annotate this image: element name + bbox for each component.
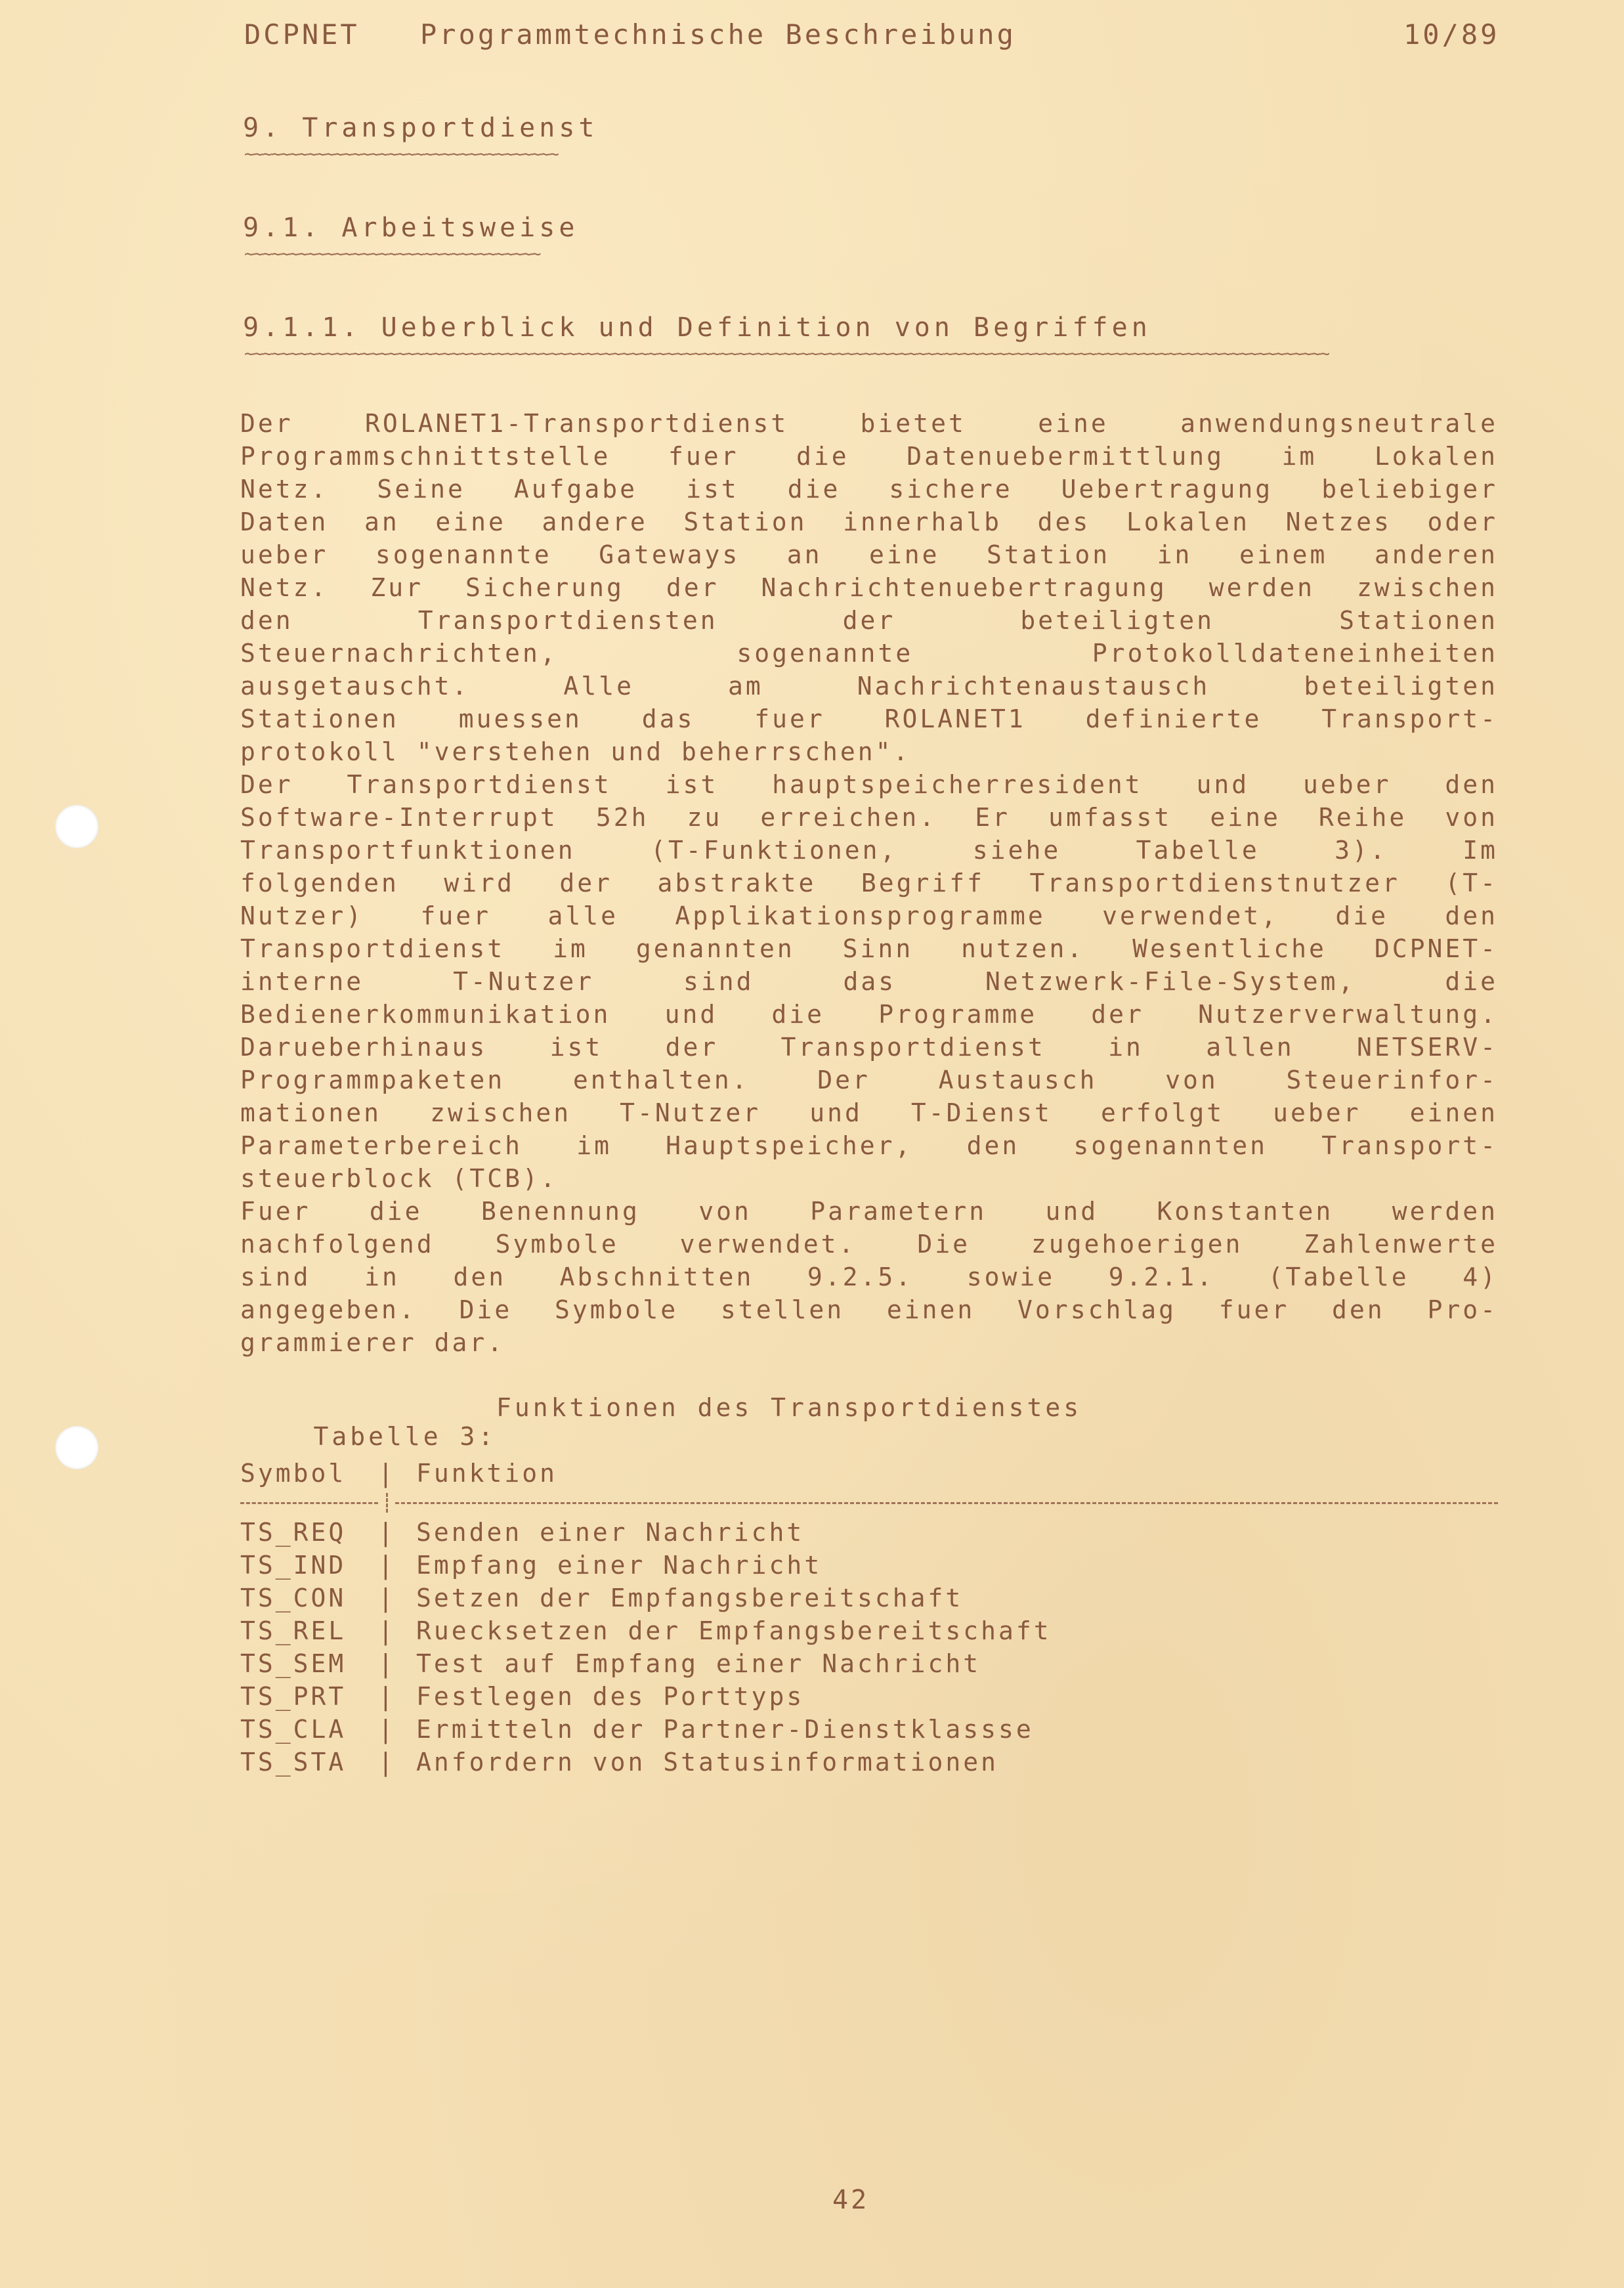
heading-underline: ~~~~~~~~~~~~~~~~~~~~~~~~~~~~~~~~~~~~~~~~~~~~~~~~~~~~~~~~~~~~~~~~~~~~~~~~~~~~~~~~~~~~~~~~~~~~~~~~~~~~~~~~~~~~~~~~~~~~~~~~~ — [244, 344, 1329, 364]
header-center: Programmtechnische Beschreibung — [420, 18, 1016, 51]
table-cell-function: Ermitteln der Partner-Dienstklassse — [416, 1715, 1034, 1744]
column-separator: | — [378, 1459, 396, 1488]
table-header-row — [240, 1459, 1498, 1492]
text-line: Der ROLANET1-Transportdienst bietet eine anwendungsneutrale — [240, 409, 1498, 438]
table-header-rule — [240, 1492, 1498, 1518]
functions-table — [240, 1459, 1498, 1781]
column-separator: | — [378, 1682, 396, 1711]
heading-underline: ~~~~~~~~~~~~~~~~~~~~~~~~~~~~~~~~~ — [244, 244, 540, 264]
table-row — [240, 1518, 1498, 1551]
text-line: Der Transportdienst ist hauptspeicherresident und ueber den — [240, 770, 1498, 799]
table-row — [240, 1616, 1498, 1649]
text-line: Fuer die Benennung von Parametern und Konstanten werden — [240, 1197, 1498, 1226]
table-header-function: Funktion — [416, 1459, 558, 1488]
table-cell-symbol: TS_PRT — [240, 1682, 347, 1711]
page-number: 42 — [832, 2185, 870, 2215]
text-line: Parameterbereich im Hauptspeicher, den sogenannten Transport- — [240, 1131, 1498, 1160]
table-header-symbol: Symbol — [240, 1459, 347, 1488]
table-cell-function: Anfordern von Statusinformationen — [416, 1748, 998, 1777]
table-cell-symbol: TS_STA — [240, 1748, 347, 1777]
table-row — [240, 1551, 1498, 1584]
text-line: steuerblock (TCB). — [240, 1164, 558, 1193]
table-row — [240, 1715, 1498, 1748]
table-cell-function: Setzen der Empfangsbereitschaft — [416, 1584, 964, 1612]
table-cell-symbol: TS_REQ — [240, 1518, 347, 1547]
rule-dash — [240, 1502, 378, 1504]
text-line: folgenden wird der abstrakte Begriff Transportdienstnutzer (T- — [240, 869, 1498, 897]
text-line: ueber sogenannte Gateways an eine Station in einem anderen — [240, 540, 1498, 569]
text-line: Steuernachrichten, sogenannte Protokolldateneinheiten — [240, 639, 1498, 668]
text-line: Programmschnittstelle fuer die Datenuebermittlung im Lokalen — [240, 442, 1498, 471]
header-left: DCPNET — [244, 18, 360, 51]
column-separator: | — [378, 1584, 396, 1612]
text-line: interne T-Nutzer sind das Netzwerk-File-System, die — [240, 967, 1498, 996]
header-right: 10/89 — [1403, 18, 1500, 51]
heading-section-9-1-1: 9.1.1. Ueberblick und Definition von Begriffen — [243, 313, 1151, 343]
table-row — [240, 1682, 1498, 1715]
table-cell-symbol: TS_SEM — [240, 1649, 347, 1678]
text-line: ausgetauscht. Alle am Nachrichtenaustausch beteiligten — [240, 672, 1498, 701]
text-line: nachfolgend Symbole verwendet. Die zugehoerigen Zahlenwerte — [240, 1230, 1498, 1259]
text-line: Software-Interrupt 52h zu erreichen. Er umfasst eine Reihe von — [240, 803, 1498, 832]
column-separator: | — [378, 1616, 396, 1645]
text-line: Netz. Seine Aufgabe ist die sichere Uebertragung beliebiger — [240, 475, 1498, 504]
table-cell-function: Ruecksetzen der Empfangsbereitschaft — [416, 1616, 1052, 1645]
body-text — [240, 407, 1498, 1359]
text-line: Programmpaketen enthalten. Der Austausch von Steuerinfor- — [240, 1066, 1498, 1094]
heading-section-9: 9. Transportdienst — [243, 113, 599, 143]
text-line: Netz. Zur Sicherung der Nachrichtenuebertragung werden zwischen — [240, 573, 1498, 602]
table-row — [240, 1584, 1498, 1616]
table-cell-function: Test auf Empfang einer Nachricht — [416, 1649, 981, 1678]
table-cell-symbol: TS_CON — [240, 1584, 347, 1612]
column-separator: | — [378, 1518, 396, 1547]
text-line: den Transportdiensten der beteiligten Stationen — [240, 606, 1498, 635]
table-row — [240, 1748, 1498, 1781]
text-line: angegeben. Die Symbole stellen einen Vorschlag fuer den Pro- — [240, 1295, 1498, 1324]
text-line: Bedienerkommunikation und die Programme der Nutzerverwaltung. — [240, 1000, 1498, 1029]
text-line: Daten an eine andere Station innerhalb des Lokalen Netzes oder — [240, 507, 1498, 536]
text-line: grammierer dar. — [240, 1328, 505, 1357]
table-caption-title: Funktionen des Transportdienstes — [496, 1393, 1082, 1422]
punch-hole-top — [55, 805, 98, 848]
table-cell-function: Senden einer Nachricht — [416, 1518, 805, 1547]
table-row — [240, 1649, 1498, 1682]
text-line: Stationen muessen das fuer ROLANET1 definierte Transport- — [240, 704, 1498, 733]
table-caption-label: Tabelle 3: — [313, 1422, 497, 1451]
column-separator: | — [378, 1551, 396, 1580]
text-line: Nutzer) fuer alle Applikationsprogramme verwendet, die den — [240, 901, 1498, 930]
text-line: Transportfunktionen (T-Funktionen, siehe Tabelle 3). Im — [240, 836, 1498, 865]
heading-section-9-1: 9.1. Arbeitsweise — [243, 213, 579, 243]
table-cell-symbol: TS_REL — [240, 1616, 347, 1645]
table-cell-symbol: TS_CLA — [240, 1715, 347, 1744]
table-cell-function: Empfang einer Nachricht — [416, 1551, 823, 1580]
text-line: protokoll "verstehen und beherrschen". — [240, 737, 911, 766]
column-separator: | — [378, 1649, 396, 1678]
rule-bar — [386, 1493, 390, 1513]
rule-dash — [395, 1502, 1498, 1504]
text-line: Darueberhinaus ist der Transportdienst in allen NETSERV- — [240, 1033, 1498, 1062]
table-cell-symbol: TS_IND — [240, 1551, 347, 1580]
heading-underline: ~~~~~~~~~~~~~~~~~~~~~~~~~~~~~~~~~~~ — [244, 144, 558, 164]
punch-hole-bottom — [55, 1426, 98, 1469]
table-cell-function: Festlegen des Porttyps — [416, 1682, 805, 1711]
text-line: Transportdienst im genannten Sinn nutzen. Wesentliche DCPNET- — [240, 934, 1498, 963]
column-separator: | — [378, 1748, 396, 1777]
text-line: sind in den Abschnitten 9.2.5. sowie 9.2.1. (Tabelle 4) — [240, 1263, 1498, 1291]
column-separator: | — [378, 1715, 396, 1744]
text-line: mationen zwischen T-Nutzer und T-Dienst erfolgt ueber einen — [240, 1098, 1498, 1127]
